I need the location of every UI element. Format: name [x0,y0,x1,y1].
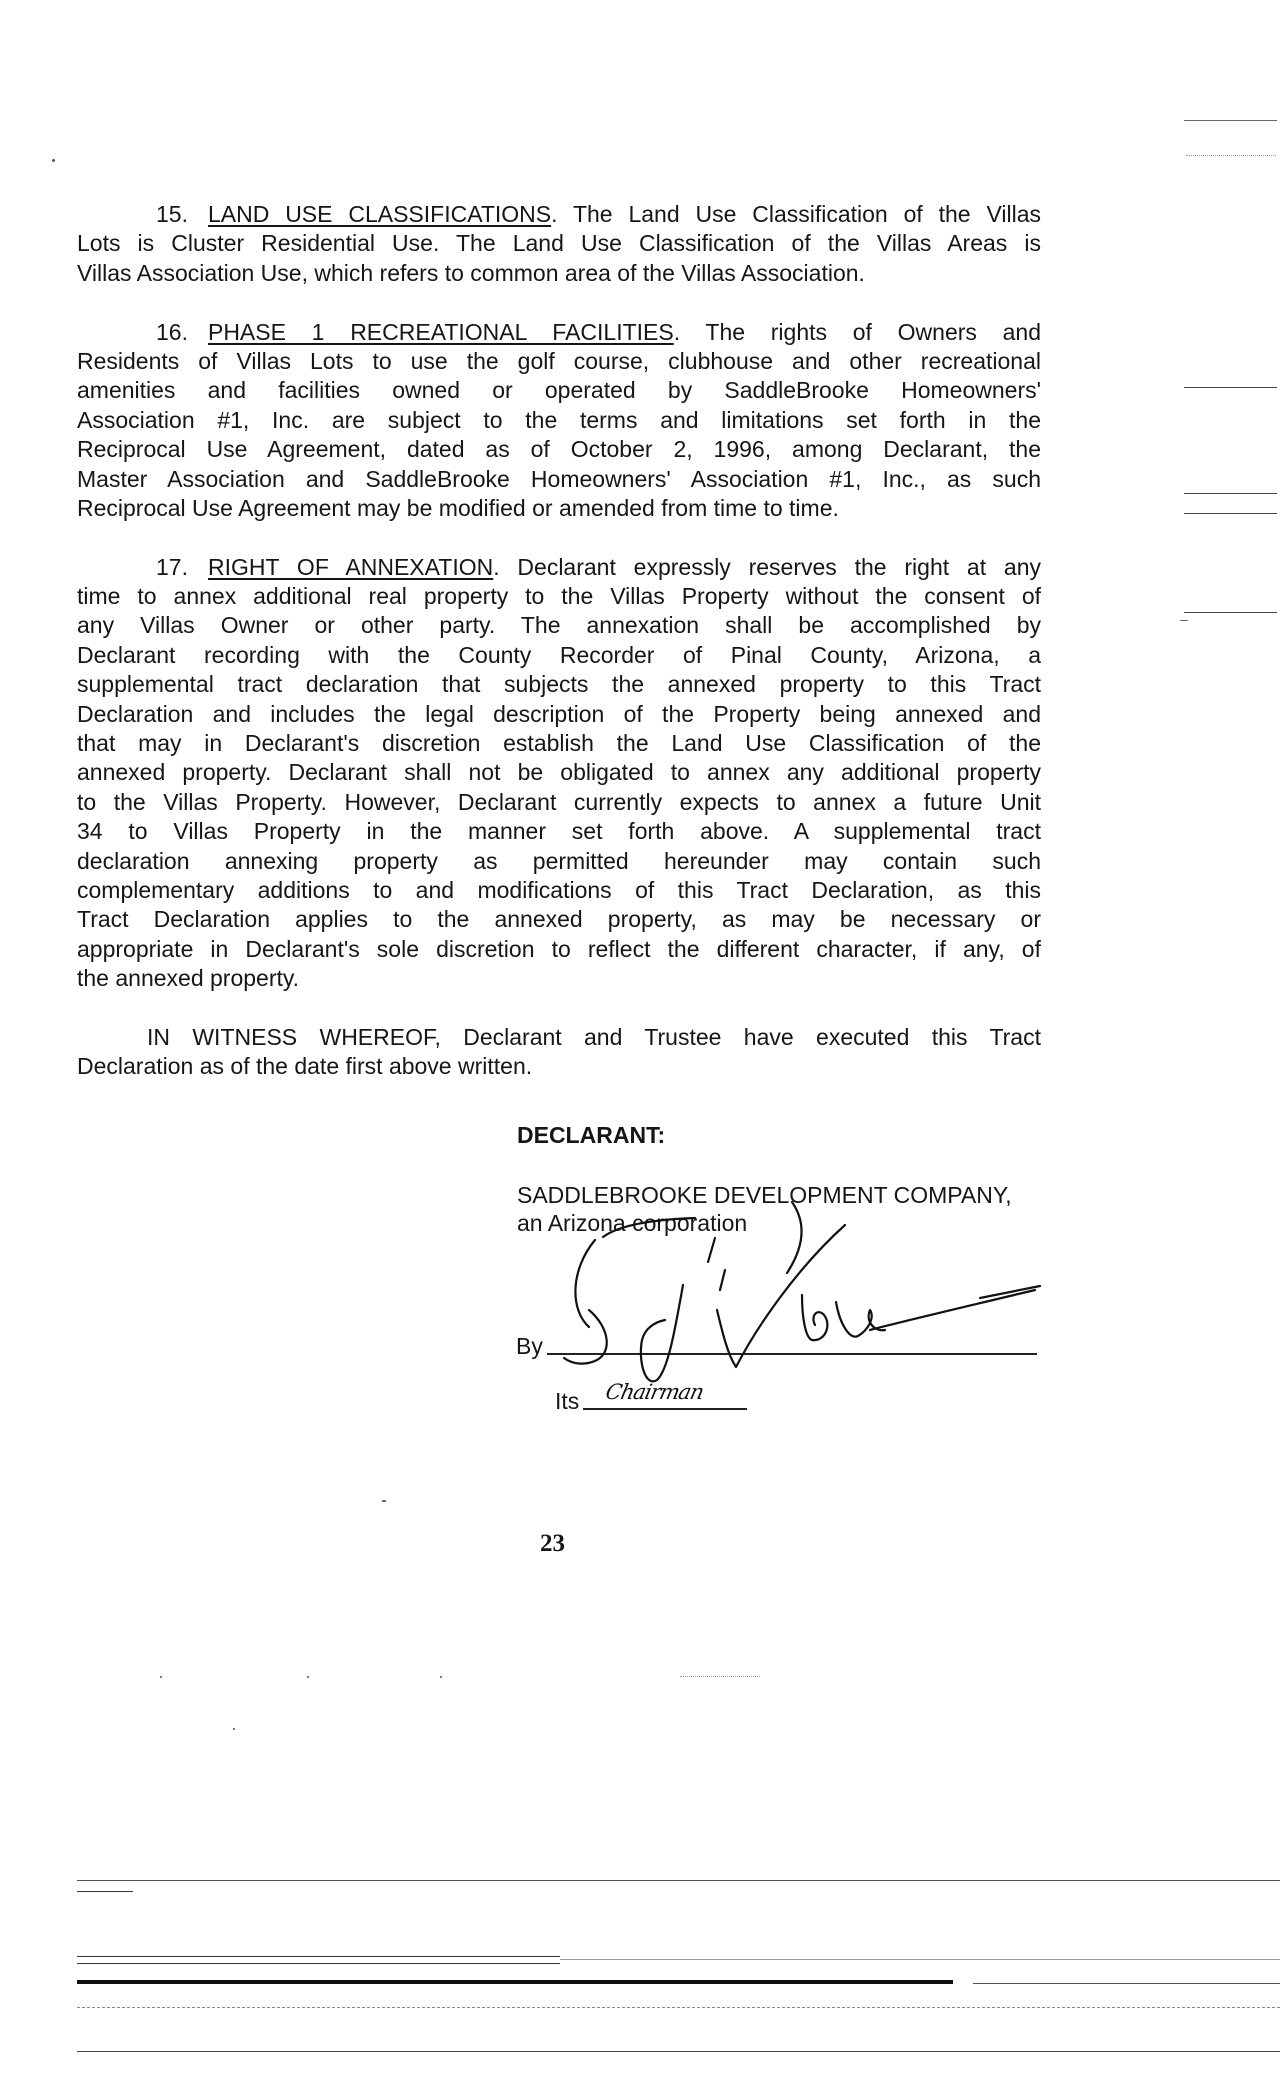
handwritten-signature [540,1190,1060,1410]
scan-artifact-line [77,1891,133,1892]
section-text: . Declarant expressly reserves the right at any [493,553,1041,580]
signature-stroke [787,1202,801,1273]
signature-stroke [564,1310,607,1364]
witness-line: IN WITNESS WHEREOF, Declarant and Trustee have executed this Tract [147,1023,1041,1050]
section-text-line: Lots is Cluster Residential Use. The Land Use Classification of the Villas Areas is [77,230,1041,257]
section-text-line: supplemental tract declaration that subjects the annexed property to this Tract [77,671,1041,698]
scan-artifact-line [77,1980,953,1984]
signature-stroke [641,1285,683,1381]
section-text-line: declaration annexing property as permitted hereunder may contain such [77,847,1041,874]
company-name: SADDLEBROOKE DEVELOPMENT COMPANY, [517,1182,1012,1208]
handwritten-title: Chairman [603,1380,706,1404]
section-text-line: to the Villas Property. However, Declarant currently expects to annex a future Unit [77,788,1041,815]
section-text: . The Land Use Classification of the Villas [551,201,1041,227]
page-number: 23 [540,1530,565,1557]
section-text-line: Declaration and includes the legal description of the Property being annexed and [77,700,1041,727]
scan-speck [307,1676,309,1678]
section-heading: RIGHT OF ANNEXATION [207,553,494,580]
section-17 [77,553,1041,994]
by-label: By [516,1333,543,1359]
section-heading: PHASE 1 RECREATIONAL FACILITIES [207,318,674,345]
section-first-line [77,553,1041,582]
scan-artifact-line [1184,612,1277,613]
document-body [77,200,1041,1111]
section-text-line: annexed property. Declarant shall not be obligated to annex any additional property [77,759,1041,786]
scan-artifact-line [560,1959,1280,1960]
section-heading: LAND USE CLASSIFICATIONS [207,201,552,227]
scan-speck [233,1728,235,1730]
declarant-label: DECLARANT: [517,1122,666,1148]
scan-artifact-line [1184,493,1277,494]
section-text-line: Declarant recording with the County Recorder of Pinal County, Arizona, a [77,641,1041,668]
scan-artifact-line [77,1956,560,1957]
signature-stroke [836,1302,885,1337]
section-text: . The rights of Owners and [673,318,1041,345]
section-first-line [77,200,1041,229]
section-number: 15. [156,201,188,227]
section-text-line: that may in Declarant's discretion establish the Land Use Classification of the [77,730,1041,757]
scan-artifact-line [77,1963,560,1964]
scan-speck [440,1676,442,1678]
signature-stroke [717,1225,845,1367]
section-text-line: the annexed property. [77,965,300,992]
section-text-line: Residents of Villas Lots to use the golf course, clubhouse and other recreational [77,347,1041,374]
section-number: 16. [156,318,188,345]
witness-line: Declaration as of the date first above written. [77,1053,533,1080]
section-15 [77,200,1041,288]
section-text-line: Reciprocal Use Agreement, dated as of October 2, 1996, among Declarant, the [77,436,1041,463]
section-text-line: Master Association and SaddleBrooke Homeowners' Association #1, Inc., as such [77,465,1041,492]
scan-artifact-line [1186,155,1276,156]
section-16 [77,318,1041,524]
scan-speck [680,1676,760,1677]
witness-clause [77,1023,1041,1082]
scan-artifact-line [973,1983,1280,1984]
section-text-line: time to annex additional real property to the Villas Property without the consent of [77,583,1041,610]
section-text-line: complementary additions to and modifications of this Tract Declaration, as this [77,876,1041,903]
its-label: Its [555,1388,580,1414]
scan-artifact-line [1184,513,1277,514]
scan-artifact-line [77,1880,1280,1881]
section-text-line: Tract Declaration applies to the annexed property, as may be necessary or [77,906,1041,933]
signature-stroke [603,1218,695,1237]
section-text-line: Association #1, Inc. are subject to the terms and limitations set forth in the [77,406,1041,433]
signature-stroke [870,1290,1035,1330]
section-first-line [77,318,1041,347]
section-text-line: amenities and facilities owned or operated by SaddleBrooke Homeowners' [77,377,1041,404]
section-text-line: any Villas Owner or other party. The annexation shall be accomplished by [77,612,1041,639]
scan-artifact-line [77,2051,1280,2052]
scan-artifact-line [1184,120,1277,121]
entity-type: an Arizona corporation [517,1210,748,1236]
section-text-line: 34 to Villas Property in the manner set forth above. A supplemental tract [77,818,1041,845]
scan-speck [382,1500,386,1502]
scan-artifact-line [1184,387,1277,388]
signature-stroke [708,1238,725,1290]
scan-artifact-line [77,2007,1280,2008]
section-text-line: appropriate in Declarant's sole discretion to reflect the different character, if any, of [77,935,1041,962]
scan-speck [160,1676,162,1678]
section-text-line: Reciprocal Use Agreement may be modified or amended from time to time. [77,494,839,521]
section-text-line: Villas Association Use, which refers to common area of the Villas Association. [77,259,865,286]
scan-artifact-line [1180,620,1188,621]
section-number: 17. [156,553,188,580]
signature-stroke [802,1295,827,1340]
scan-speck [52,159,55,162]
